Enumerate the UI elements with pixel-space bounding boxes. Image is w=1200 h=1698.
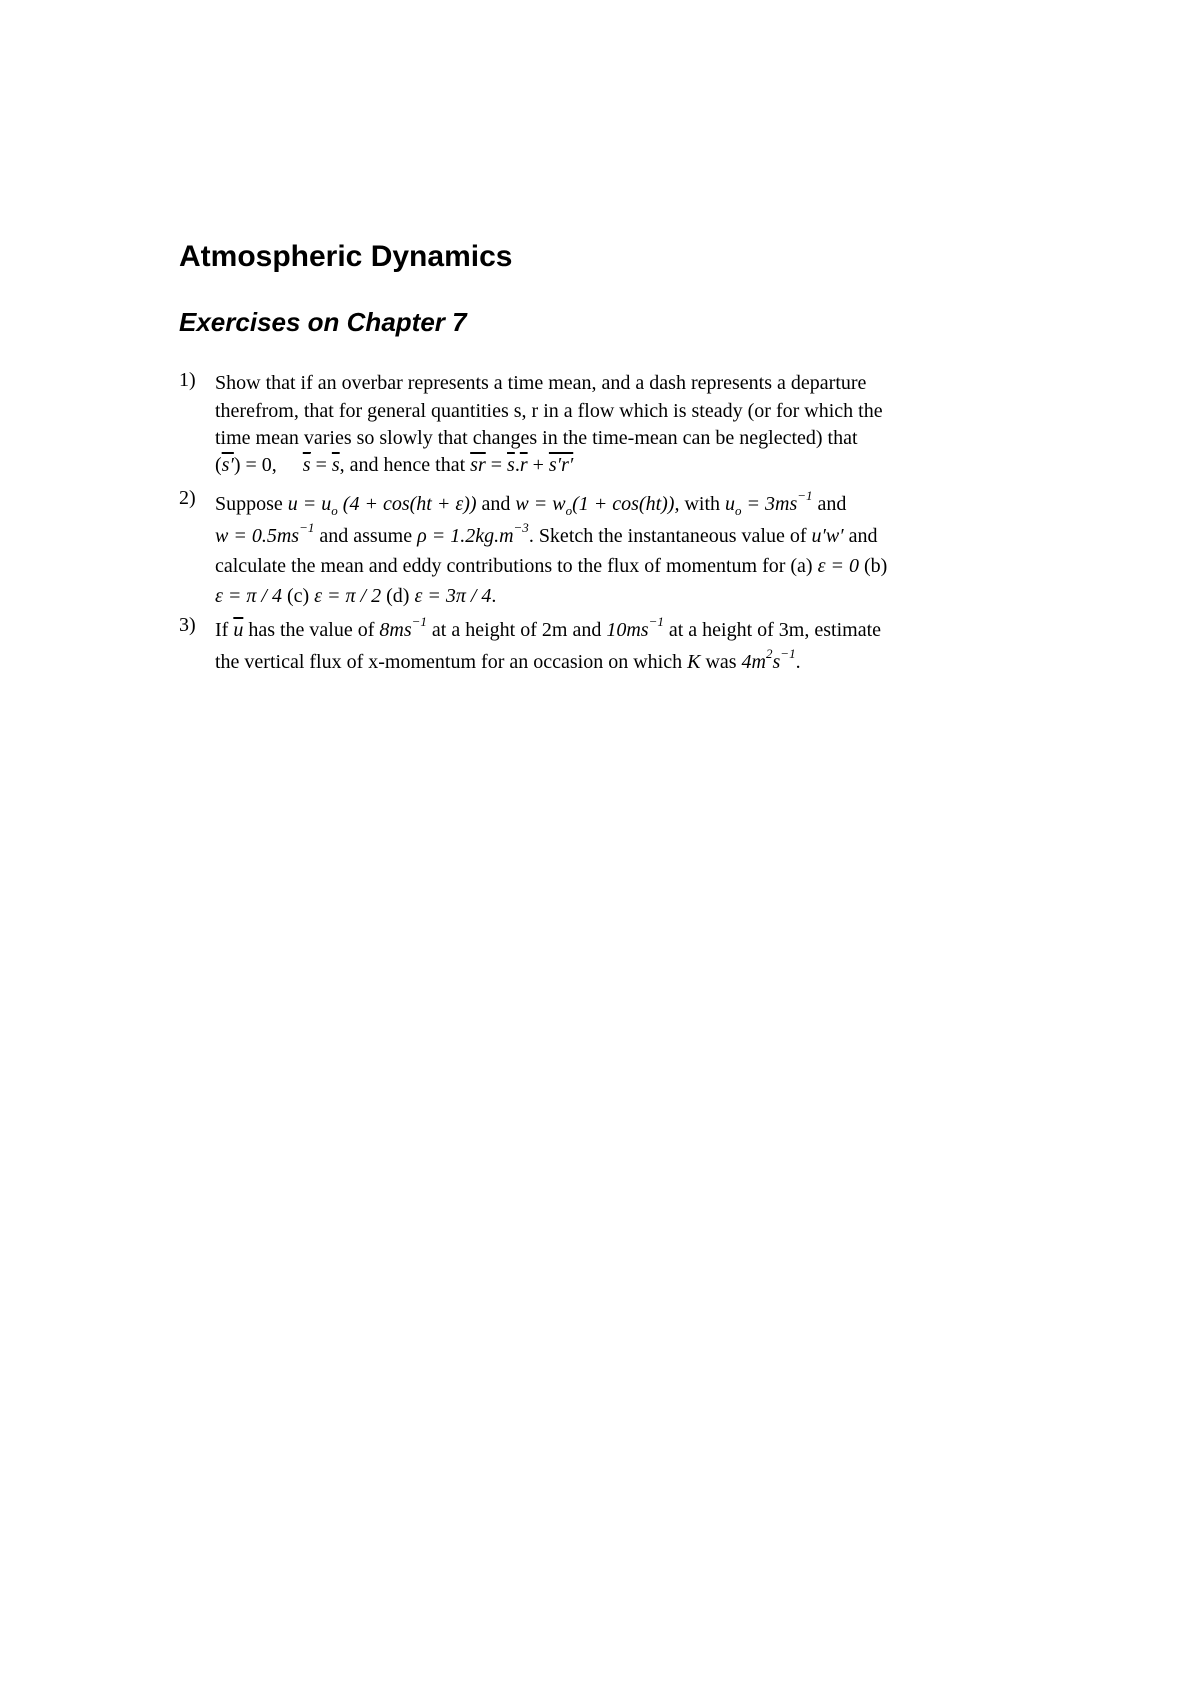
exercise-1 bbox=[179, 369, 1039, 484]
equation-double-mean: $\overline{s} = \overline{s}$ bbox=[302, 454, 340, 476]
equation-u-definition: $u = u_o$ (4 + cos(ht + ε)) bbox=[287, 493, 477, 518]
equation-wo-value: $w = 0.5ms^{-1}$ bbox=[215, 520, 315, 547]
equation-mean-u: $\overline{u}$ bbox=[233, 619, 244, 641]
exercise-text-line: Suppose $u = u_o$ (4 + cos(ht + ε)) and $w = w_o(1 + \cos(ht))$, with $u_o = 3ms^{-1}$ and bbox=[215, 488, 847, 518]
exercise-number: 1) bbox=[179, 369, 196, 391]
equation-k-symbol: K bbox=[687, 651, 701, 673]
exercise-list bbox=[179, 369, 1039, 678]
equation-velocity-2: $10ms^{-1}$ bbox=[606, 614, 664, 641]
equation-case-a: ε = 0 bbox=[817, 555, 859, 577]
equation-k-value: $4m^2s^{-1}$ bbox=[741, 646, 796, 673]
equation-uw-product: u′w′ bbox=[811, 525, 844, 547]
exercise-text-line: $w = 0.5ms^{-1}$ and assume $\rho = 1.2kg.m^{-3}$. Sketch the instantaneous value of u′w′ and bbox=[215, 520, 878, 547]
exercise-text-line: time mean varies so slowly that changes in the time-mean can be neglected) that bbox=[215, 427, 858, 449]
equation-uo-value: $u_o = 3ms^{-1}$ bbox=[725, 488, 813, 518]
exercise-3 bbox=[179, 614, 1039, 678]
exercise-text-line: therefrom, that for general quantities s, r in a flow which is steady (or for which the bbox=[215, 400, 883, 422]
equation-density: $\rho = 1.2kg.m^{-3}$ bbox=[417, 520, 529, 547]
equation-case-d: ε = 3π / 4 bbox=[414, 585, 492, 607]
equation-mean-product: $\overline{sr} = \overline{s}.\overline{r} + s'r'$ bbox=[470, 454, 574, 476]
equation-case-b: ε = π / 4 bbox=[215, 585, 282, 607]
equation-mean-of-departure: (s′) = 0, bbox=[215, 454, 277, 476]
exercise-number: 3) bbox=[179, 614, 196, 636]
exercise-text-line: ε = π / 4 (c) ε = π / 2 (d) ε = 3π / 4. bbox=[215, 585, 497, 607]
document-subtitle: Exercises on Chapter 7 bbox=[179, 307, 467, 337]
equation-w-definition: $w = w_o(1 + \cos(ht))$, bbox=[515, 493, 680, 518]
exercise-text-line: Show that if an overbar represents a time mean, and a dash represents a departure bbox=[215, 372, 867, 394]
exercise-text-line: the vertical flux of x-momentum for an occasion on which K was $4m^2s^{-1}$. bbox=[215, 646, 801, 673]
connector-text: , and hence that bbox=[339, 454, 466, 476]
exercise-2 bbox=[179, 487, 1039, 611]
exercise-number: 2) bbox=[179, 487, 196, 509]
exercise-text-line: calculate the mean and eddy contributions to the flux of momentum for (a) ε = 0 (b) bbox=[215, 555, 888, 577]
equation-case-c: ε = π / 2 bbox=[314, 585, 382, 607]
equation-line bbox=[215, 451, 1039, 484]
document-title: Atmospheric Dynamics bbox=[179, 240, 513, 273]
exercise-text-line: If $\overline{u}$ has the value of $8ms^{-1}$ at a height of 2m and $10ms^{-1}$ at a height of 3m, estimate bbox=[215, 614, 882, 641]
equation-velocity-1: $8ms^{-1}$ bbox=[379, 614, 427, 641]
